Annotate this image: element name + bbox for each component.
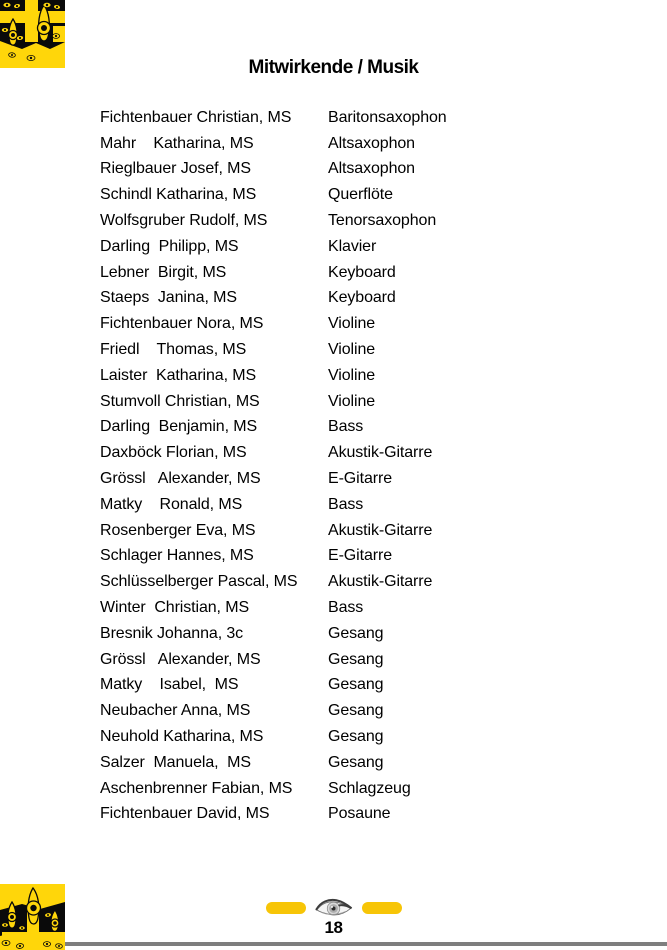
instrument-label: Schlagzeug (328, 779, 411, 797)
roster-row (100, 776, 447, 802)
person-name: Fichtenbauer Christian, MS (100, 108, 292, 126)
instrument-label: Bass (328, 495, 364, 513)
person-name: Lebner Birgit, MS (100, 263, 227, 281)
person-name: Daxböck Florian, MS (100, 444, 247, 462)
roster-row (100, 260, 447, 286)
person-name: Schlager Hannes, MS (100, 547, 254, 565)
roster-row (100, 286, 447, 312)
instrument-label: Gesang (328, 728, 384, 746)
roster-row (100, 544, 447, 570)
roster-row (100, 389, 447, 415)
roster-row (100, 363, 447, 389)
roster-row (100, 569, 447, 595)
instrument-label: Violine (328, 366, 376, 384)
instrument-label: E-Gitarre (328, 547, 392, 565)
roster-row (100, 311, 447, 337)
person-name: Rosenberger Eva, MS (100, 521, 256, 539)
roster-row (100, 750, 447, 776)
instrument-label: Violine (328, 341, 376, 359)
person-name: Neuhold Katharina, MS (100, 728, 264, 746)
instrument-label: Keyboard (328, 263, 396, 281)
roster-row (100, 208, 447, 234)
roster-row (100, 157, 447, 183)
instrument-label: Akustik-Gitarre (328, 444, 433, 462)
instrument-label: Gesang (328, 624, 384, 642)
instrument-label: Altsaxophon (328, 134, 415, 152)
eye-icon (315, 896, 353, 920)
person-name: Schlüsselberger Pascal, MS (100, 573, 298, 591)
roster-row (100, 131, 447, 157)
instrument-label: Gesang (328, 650, 384, 668)
roster-row (100, 182, 447, 208)
person-name: Stumvoll Christian, MS (100, 392, 260, 410)
footer-pill-right (362, 902, 402, 914)
eyes-rockets-artwork-icon (0, 937, 65, 950)
person-name: Grössl Alexander, MS (100, 470, 261, 488)
person-name: Fichtenbauer David, MS (100, 805, 270, 823)
roster-row (100, 466, 447, 492)
instrument-label: Gesang (328, 676, 384, 694)
person-name: Neubacher Anna, MS (100, 702, 251, 720)
person-name: Salzer Manuela, MS (100, 753, 251, 771)
roster-list (100, 105, 447, 827)
instrument-label: Bass (328, 418, 364, 436)
person-name: Laister Katharina, MS (100, 366, 257, 384)
instrument-label: Baritonsaxophon (328, 108, 447, 126)
footer-nav (0, 896, 667, 920)
instrument-label: Gesang (328, 753, 384, 771)
roster-row (100, 595, 447, 621)
eyes-rockets-artwork-icon (0, 55, 65, 72)
person-name: Fichtenbauer Nora, MS (100, 315, 264, 333)
roster-row (100, 234, 447, 260)
roster-row (100, 673, 447, 699)
roster-row (100, 647, 447, 673)
person-name: Grössl Alexander, MS (100, 650, 261, 668)
instrument-label: E-Gitarre (328, 470, 392, 488)
person-name: Mahr Katharina, MS (100, 134, 254, 152)
roster-row (100, 802, 447, 828)
instrument-label: Bass (328, 599, 364, 617)
roster-row (100, 518, 447, 544)
instrument-label: Akustik-Gitarre (328, 521, 433, 539)
person-name: Matky Ronald, MS (100, 495, 243, 513)
instrument-label: Posaune (328, 805, 391, 823)
instrument-label: Keyboard (328, 289, 396, 307)
roster-row (100, 621, 447, 647)
roster-row (100, 105, 447, 131)
roster-row (100, 337, 447, 363)
page-title: Mitwirkende / Musik (248, 57, 419, 78)
person-name: Staeps Janina, MS (100, 289, 237, 307)
roster-row (100, 698, 447, 724)
person-name: Bresnik Johanna, 3c (100, 624, 244, 642)
person-name: Winter Christian, MS (100, 599, 250, 617)
instrument-label: Akustik-Gitarre (328, 573, 433, 591)
person-name: Matky Isabel, MS (100, 676, 239, 694)
instrument-label: Querflöte (328, 186, 393, 204)
instrument-label: Tenorsaxophon (328, 212, 437, 230)
roster-row (100, 492, 447, 518)
page-number: 18 (324, 918, 343, 937)
person-name: Rieglbauer Josef, MS (100, 160, 251, 178)
instrument-label: Altsaxophon (328, 160, 415, 178)
instrument-label: Violine (328, 392, 376, 410)
roster-row (100, 440, 447, 466)
person-name: Friedl Thomas, MS (100, 341, 247, 359)
instrument-label: Gesang (328, 702, 384, 720)
person-name: Wolfsgruber Rudolf, MS (100, 212, 268, 230)
corner-art-bottom-left (0, 884, 65, 950)
roster-row (100, 415, 447, 441)
instrument-label: Klavier (328, 237, 377, 255)
person-name: Darling Philipp, MS (100, 237, 239, 255)
person-name: Darling Benjamin, MS (100, 418, 258, 436)
corner-art-top-left (0, 0, 65, 68)
person-name: Aschenbrenner Fabian, MS (100, 779, 293, 797)
instrument-label: Violine (328, 315, 376, 333)
roster-row (100, 724, 447, 750)
person-name: Schindl Katharina, MS (100, 186, 257, 204)
footer-pill-left (266, 902, 306, 914)
bottom-rule (0, 942, 667, 946)
